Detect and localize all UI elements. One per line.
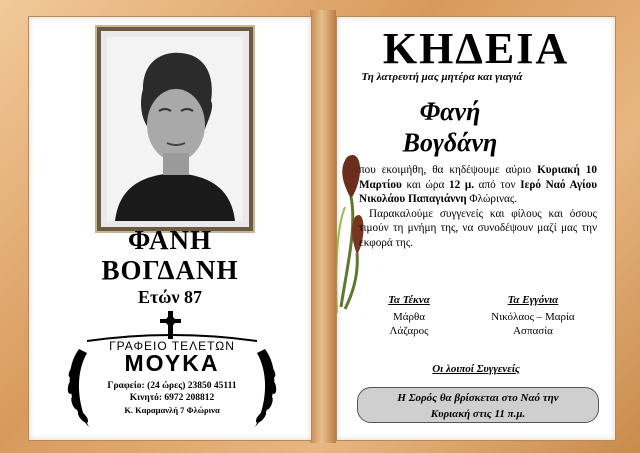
body-text-c: και ώρα: [406, 178, 445, 191]
children-heading: Τα Τέκνα: [388, 294, 430, 306]
announcement-body: [359, 163, 597, 250]
page-title: ΚΗΔΕΙΑ: [382, 24, 570, 73]
invitation-text: Παρακαλούμε συγγενείς και φίλους και όσους τιμούν τη μνήμη της, να συνοδέψουν μαζί μας την εκφορά της.: [359, 207, 597, 249]
funeral-date: Κυριακή 10 Μαρτίου: [359, 164, 597, 191]
viewing-notice: [357, 387, 599, 423]
deceased-name-line2: ΒΟΓΔΑΝΗ: [101, 255, 239, 285]
body-text-e: από τον: [478, 178, 516, 191]
intro-text: Τη λατρευτή μας μητέρα και γιαγιά: [361, 71, 523, 83]
children-column: [359, 293, 459, 338]
grandchildren-column: [483, 293, 583, 338]
deceased-name-line1: ΦΑΝΗ: [127, 225, 213, 255]
deceased-first-name: Φανή: [419, 97, 481, 126]
logo-label: ΓΡΑΦΕΙΟ ΤΕΛΕΤΩΝ: [109, 339, 235, 353]
left-page: [28, 16, 312, 441]
child-name: Λάζαρος: [389, 325, 429, 337]
right-page: [336, 16, 616, 441]
portrait-photo: [107, 37, 243, 221]
child-name: Μάρθα: [392, 311, 426, 323]
deceased-age: Ετών 87: [137, 287, 202, 307]
grandchildren-heading: Τα Εγγόνια: [507, 294, 559, 306]
book-spine: [310, 10, 336, 443]
logo-address: Κ. Καραμανλή 7 Φλώρινα: [124, 405, 220, 415]
funeral-home-logo: [59, 309, 285, 433]
grandchild-name: Ασπασία: [513, 325, 553, 337]
logo-mobile-phone: Κινητό: 6972 208812: [129, 393, 215, 403]
logo-office-phone: Γραφείο: (24 ώρες) 23850 45111: [107, 381, 237, 391]
portrait-frame: [97, 27, 253, 231]
other-relatives: Οι λοιποί Συγγενείς: [432, 363, 520, 375]
body-text-a: που εκοιμήθη, θα κηδέψουμε αύριο: [359, 164, 532, 176]
logo-brand: ΜΟΥΚΑ: [124, 350, 220, 376]
notice-line2: Κυριακή στις 11 π.μ.: [430, 408, 526, 420]
church-name: Ιερό Ναό Αγίου Νικολάου Παπαγιάννη: [359, 178, 598, 205]
body-text-g: Φλώρινας.: [469, 193, 518, 205]
funeral-time: 12 μ.: [449, 178, 474, 191]
deceased-surname: Βογδάνη: [402, 128, 498, 157]
grandchild-name: Νικόλαος – Μαρία: [491, 311, 575, 323]
notice-line1: Η Σορός θα βρίσκεται στο Ναό την: [397, 392, 559, 404]
